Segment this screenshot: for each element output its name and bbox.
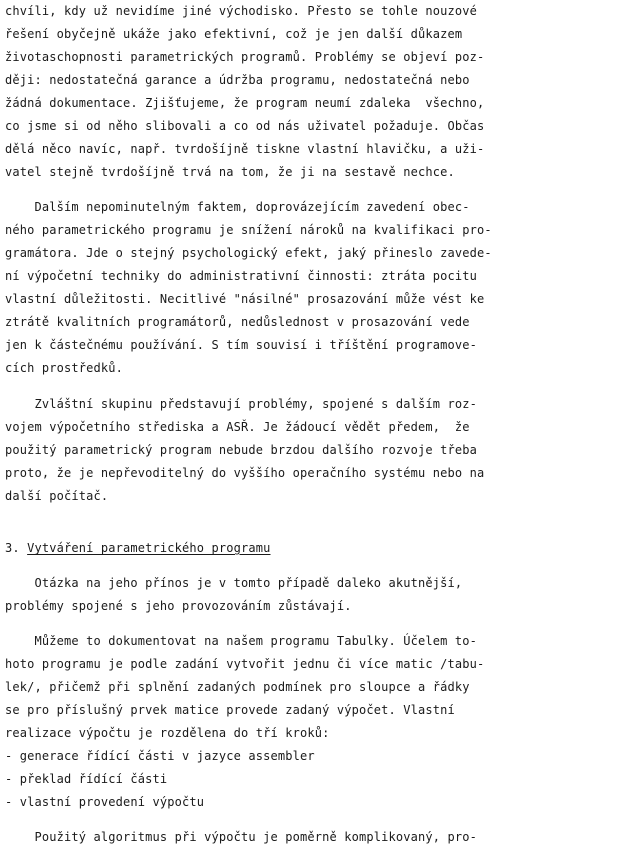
text-line: Otázka na jeho přínos je v tomto případě daleko akutnější, <box>5 576 463 590</box>
text-line: ztrátě kvalitních programátorů, nedůslednost v prosazování vede <box>5 315 470 329</box>
text-line: životaschopnosti parametrických programů. Problémy se objeví poz- <box>5 50 485 64</box>
text-line: Dalším nepominutelným faktem, doprovázejícím zavedení obec- <box>5 200 470 214</box>
text-line: žádná dokumentace. Zjišťujeme, že program neumí zdaleka všechno, <box>5 96 485 110</box>
list-item: - vlastní provedení výpočtu <box>5 795 205 809</box>
text-line: ději: nedostatečná garance a údržba programu, nedostatečná nebo <box>5 73 470 87</box>
text-line: proto, že je nepřevoditelný do vyššího operačního systému nebo na <box>5 466 485 480</box>
text-line: lek/, přičemž při splnění zadaných podmínek pro sloupce a řádky <box>5 680 470 694</box>
text-line: vatel stejně tvrdošíjně trvá na tom, že ji na sestavě nechce. <box>5 165 455 179</box>
text-line: vojem výpočetního střediska a ASŘ. Je žádoucí vědět předem, že <box>5 420 470 434</box>
text-line: další počítač. <box>5 489 109 503</box>
text-line: vlastní důležitosti. Necitlivé "násilné" prosazování může vést ke <box>5 292 485 306</box>
text-line: dělá něco navíc, např. tvrdošíjně tiskne vlastní hlavičku, a uži- <box>5 142 485 156</box>
text-line: co jsme si od něho slibovali a co od nás uživatel požaduje. Občas <box>5 119 485 133</box>
text-line: řešení obyčejně ukáže jako efektivní, což je jen další důkazem <box>5 27 463 41</box>
text-line: jen k částečnému používání. S tím souvisí i tříštění programove- <box>5 338 477 352</box>
text-line: chvíli, kdy už nevidíme jiné východisko. Přesto se tohle nouzové <box>5 4 477 18</box>
section-title: Vytváření parametrického programu <box>27 541 271 555</box>
section-heading <box>5 541 271 555</box>
text-line: realizace výpočtu je rozdělena do tří kroků: <box>5 726 330 740</box>
text-line: problémy spojené s jeho provozováním zůstávají. <box>5 599 352 613</box>
section-number: 3. <box>5 541 20 555</box>
text-line: ní výpočetní techniky do administrativní činnosti: ztráta pocitu <box>5 269 477 283</box>
text-line: Můžeme to dokumentovat na našem programu Tabulky. Účelem to- <box>5 634 477 648</box>
text-line: hoto programu je podle zadání vytvořit jednu či více matic /tabu- <box>5 657 485 671</box>
text-line: cích prostředků. <box>5 361 123 375</box>
text-line: použitý parametrický program nebude brzdou dalšího rozvoje třeba <box>5 443 477 457</box>
text-line: gramátora. Jde o stejný psychologický efekt, jaký přineslo zavede- <box>5 246 492 260</box>
text-line: se pro příslušný prvek matice provede zadaný výpočet. Vlastní <box>5 703 455 717</box>
list-item: - generace řídící části v jazyce assembler <box>5 749 315 763</box>
list-item: - překlad řídící části <box>5 772 168 786</box>
text-line: Použitý algoritmus při výpočtu je poměrně komplikovaný, pro- <box>5 830 477 844</box>
text-line: ného parametrického programu je snížení nároků na kvalifikaci pro- <box>5 223 492 237</box>
text-line: Zvláštní skupinu představují problémy, spojené s dalším roz- <box>5 397 477 411</box>
